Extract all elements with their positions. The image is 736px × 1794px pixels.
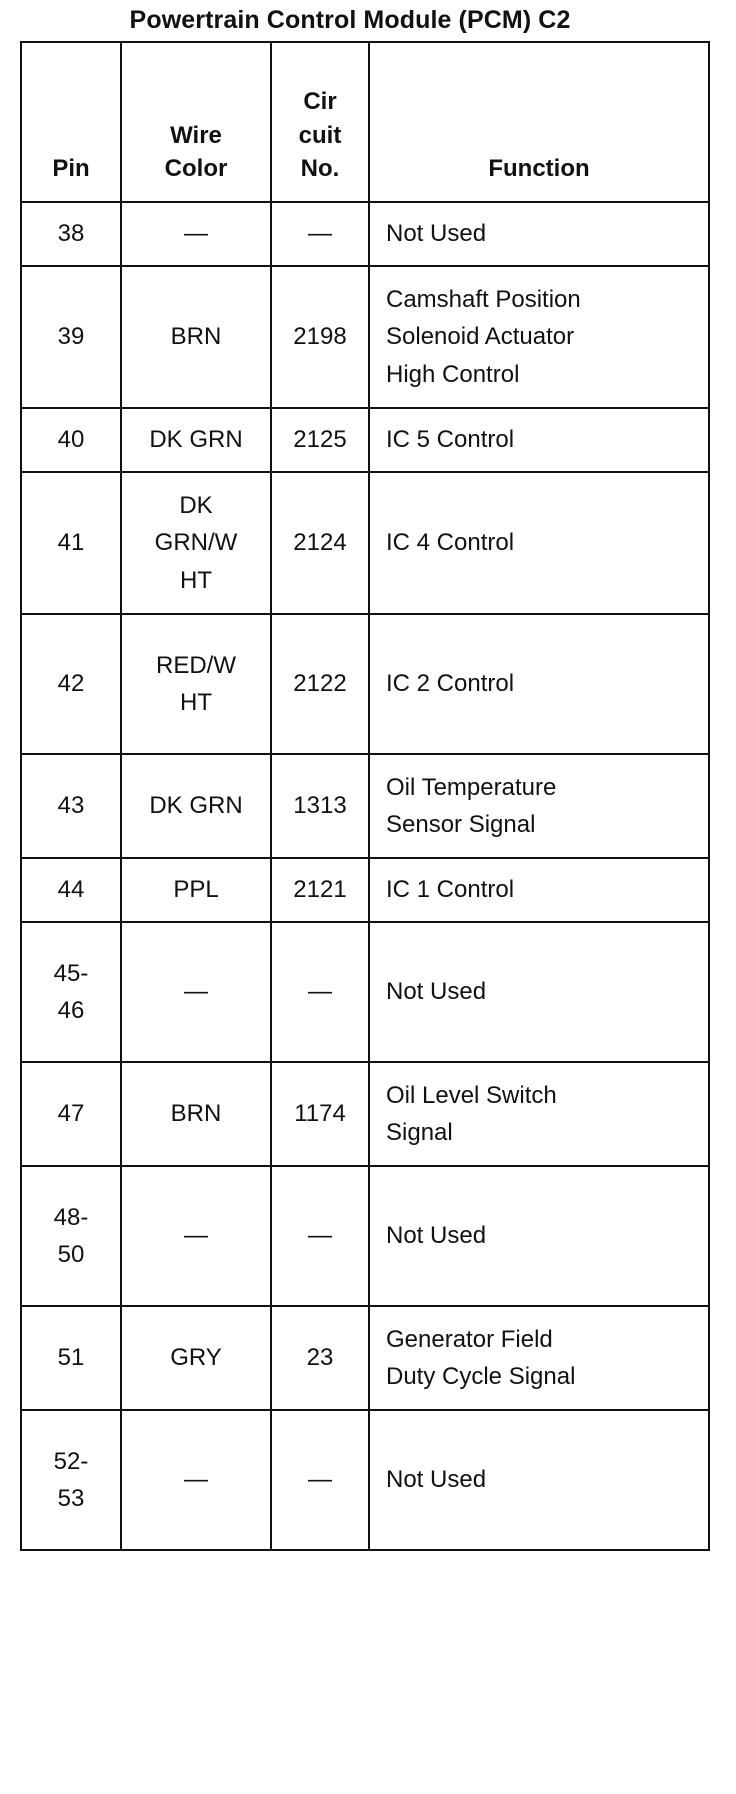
pin-cell-line: 53: [57, 1485, 85, 1512]
pin-cell: [21, 202, 121, 266]
wire-color-cell-line: HT: [180, 689, 212, 716]
function-cell-line: IC 5 Control: [386, 426, 515, 454]
pin-cell-line: 52-: [53, 1447, 89, 1475]
header-function: Function: [369, 42, 709, 202]
wire-color-cell-line: HT: [180, 566, 212, 594]
pin-cell-line: 44: [57, 876, 85, 904]
circuit-cell: 2124: [271, 472, 369, 614]
wire-color-cell-line: DK GRN: [149, 792, 243, 820]
function-cell: [369, 1410, 709, 1550]
wire-color-cell-line: BRN: [170, 1100, 222, 1128]
pin-cell: [21, 922, 121, 1062]
table-row: [21, 202, 709, 266]
wire-color-cell-line: DK GRN: [149, 426, 243, 454]
table-row: [21, 266, 709, 408]
wire-color-cell: [121, 1410, 271, 1550]
circuit-cell: —: [271, 202, 369, 266]
header-circuit-line: Cir: [303, 88, 337, 116]
pin-cell-line: 48-: [53, 1203, 89, 1231]
table-row: [21, 614, 709, 754]
table-row: [21, 1062, 709, 1166]
table-row: [21, 1166, 709, 1306]
circuit-cell: 2121: [271, 858, 369, 922]
function-cell: [369, 1166, 709, 1306]
header-pin: Pin: [21, 42, 121, 202]
wire-color-cell: [121, 858, 271, 922]
wire-color-cell: [121, 408, 271, 472]
circuit-cell: —: [271, 1166, 369, 1306]
pin-cell: [21, 1062, 121, 1166]
function-cell-line: Sensor Signal: [386, 811, 536, 838]
function-cell-line: High Control: [386, 360, 520, 388]
function-cell: [369, 266, 709, 408]
wire-color-cell: [121, 472, 271, 614]
wire-color-cell-line: GRY: [170, 1344, 222, 1372]
function-cell-line: IC 2 Control: [386, 670, 515, 698]
pin-cell: [21, 1306, 121, 1410]
function-cell: [369, 858, 709, 922]
circuit-cell: 2198: [271, 266, 369, 408]
wire-color-cell: [121, 614, 271, 754]
circuit-cell: 2122: [271, 614, 369, 754]
wire-color-cell: [121, 1166, 271, 1306]
circuit-cell: —: [271, 922, 369, 1062]
function-cell-line: IC 1 Control: [386, 876, 515, 904]
wire-color-cell-line: —: [184, 978, 208, 1006]
function-cell: [369, 1062, 709, 1166]
function-cell: [369, 614, 709, 754]
table-row: [21, 922, 709, 1062]
function-cell-line: Signal: [386, 1119, 453, 1146]
header-circuit-line: No.: [300, 155, 340, 183]
header-circuit-line: cuit: [298, 121, 342, 149]
header-wire-color-line: Wire: [170, 121, 222, 149]
pin-cell: [21, 266, 121, 408]
pin-cell-line: 46: [57, 997, 85, 1024]
pin-cell-line: 40: [57, 426, 85, 454]
circuit-cell: 1174: [271, 1062, 369, 1166]
pin-table: [20, 41, 710, 1551]
wire-color-cell-line: RED/W: [156, 651, 236, 679]
header-wire-color-line: Color: [164, 155, 228, 183]
wire-color-cell: [121, 1306, 271, 1410]
function-cell-line: Not Used: [386, 220, 487, 248]
function-cell: [369, 408, 709, 472]
function-cell-line: Solenoid Actuator: [386, 323, 575, 351]
function-cell-line: Not Used: [386, 978, 487, 1006]
function-cell-line: Camshaft Position: [386, 286, 581, 314]
pin-cell: [21, 754, 121, 858]
pin-cell-line: 39: [57, 323, 85, 351]
function-cell: [369, 1306, 709, 1410]
circuit-cell: —: [271, 1410, 369, 1550]
wire-color-cell-line: GRN/W: [154, 529, 238, 557]
table-row: [21, 1306, 709, 1410]
wire-color-cell-line: —: [184, 1466, 208, 1494]
wire-color-cell-line: BRN: [170, 323, 222, 351]
table-row: [21, 1410, 709, 1550]
function-cell-line: Oil Level Switch: [386, 1081, 557, 1109]
circuit-cell: 1313: [271, 754, 369, 858]
function-cell: [369, 202, 709, 266]
table-row: [21, 858, 709, 922]
wire-color-cell: [121, 202, 271, 266]
pin-cell-line: 41: [57, 529, 85, 557]
function-cell-line: Generator Field: [386, 1325, 553, 1353]
header-wire-color: [121, 42, 271, 202]
pin-cell-line: 42: [57, 670, 85, 698]
table-header-row: [21, 42, 709, 202]
function-cell-line: Not Used: [386, 1222, 487, 1250]
wire-color-cell-line: —: [184, 1222, 208, 1250]
pin-cell: [21, 614, 121, 754]
function-cell: [369, 754, 709, 858]
pin-cell-line: 43: [57, 792, 85, 820]
function-cell-line: Oil Temperature: [386, 773, 557, 801]
wire-color-cell-line: DK: [179, 492, 213, 520]
pin-cell-line: 50: [57, 1241, 85, 1268]
circuit-cell: 2125: [271, 408, 369, 472]
pin-cell: [21, 858, 121, 922]
pin-cell-line: 47: [57, 1100, 85, 1128]
function-cell: [369, 922, 709, 1062]
table-body: [21, 202, 709, 1550]
function-cell-line: Not Used: [386, 1466, 487, 1494]
wire-color-cell: [121, 922, 271, 1062]
table-row: [21, 754, 709, 858]
pin-cell-line: 51: [57, 1344, 85, 1372]
wire-color-cell-line: —: [184, 220, 208, 248]
header-circuit-no: [271, 42, 369, 202]
function-cell: [369, 472, 709, 614]
table-row: [21, 472, 709, 614]
table-row: [21, 408, 709, 472]
function-cell-line: IC 4 Control: [386, 529, 515, 557]
wire-color-cell-line: PPL: [173, 876, 219, 904]
wire-color-cell: [121, 1062, 271, 1166]
circuit-cell: 23: [271, 1306, 369, 1410]
wire-color-cell: [121, 754, 271, 858]
pin-cell-line: 45-: [53, 959, 89, 987]
wire-color-cell: [121, 266, 271, 408]
page-title: Powertrain Control Module (PCM) C2: [129, 6, 571, 34]
pin-cell: [21, 408, 121, 472]
pin-cell: [21, 1410, 121, 1550]
pin-cell: [21, 1166, 121, 1306]
pin-cell: [21, 472, 121, 614]
function-cell-line: Duty Cycle Signal: [386, 1363, 576, 1390]
pin-cell-line: 38: [57, 220, 85, 248]
